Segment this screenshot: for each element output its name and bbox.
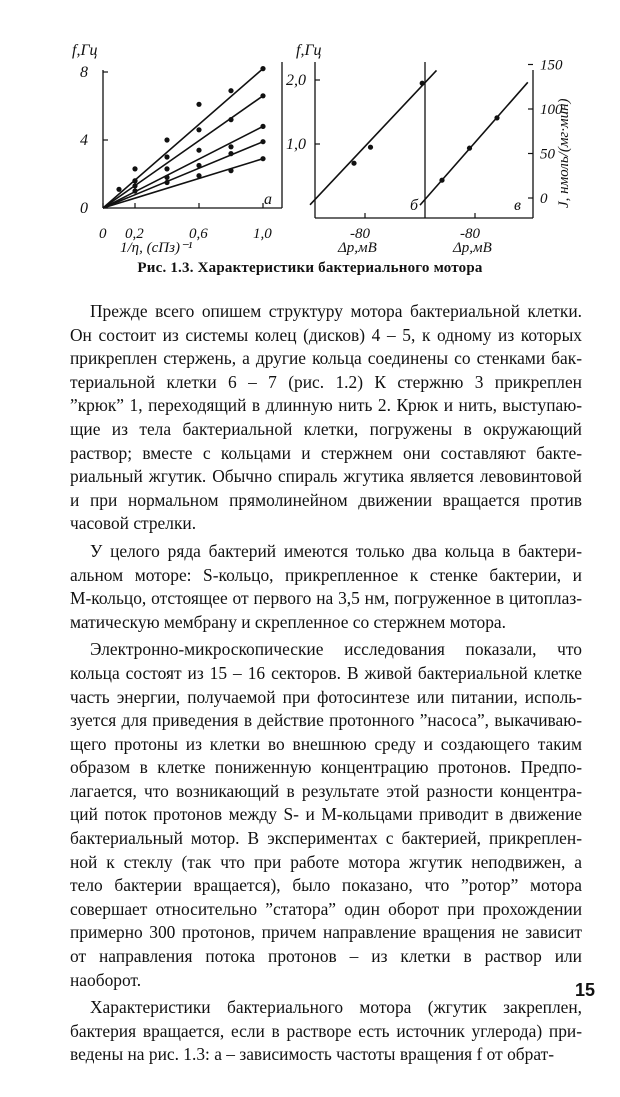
text-line: от направления потока протонов – из клетки в раствор или <box>70 946 582 967</box>
chart-panel-a <box>72 42 282 256</box>
panel-b-y-label: f,Гц <box>296 42 322 59</box>
text-line: ведены на рис. 1.3: а – зависимость частоты вращения f от обрат- <box>70 1044 554 1065</box>
text-line: матическую мембрану и скрепленное со стержнем мотора. <box>70 611 506 632</box>
text-line: альном моторе: S-кольцо, прикрепленное к стенке бактерии, и <box>70 564 582 585</box>
panel-a-point <box>164 137 169 142</box>
panel-a-point <box>228 151 233 156</box>
panel-v-letter: в <box>514 197 521 214</box>
panel-b-x-tick-label: -80 <box>350 226 370 242</box>
panel-a-x-tick-label: 0 <box>99 226 107 242</box>
panel-v-y-tick-label: 0 <box>540 191 548 207</box>
panel-a-y-tick-label: 0 <box>80 200 88 217</box>
text-line: ”крюк” 1, переходящий в длинную нить 2. Крюк и нить, выступаю- <box>70 395 582 416</box>
panel-a-point <box>260 93 265 98</box>
text-line: щие из тела бактериальной клетки, погружены в окружающий <box>70 418 582 439</box>
page-number: 15 <box>575 980 596 1000</box>
panel-a-y-tick-label: 8 <box>80 64 88 81</box>
text-line: Он состоит из системы колец (дисков) 4 – 5, к одному из которых <box>70 324 582 345</box>
panel-a-point <box>196 163 201 168</box>
panel-v-x-label: Δp,мВ <box>453 240 492 256</box>
panel-a-x-tick-label: 0,2 <box>125 226 144 242</box>
panel-v-fit-line <box>420 82 528 205</box>
text-line: Электронно-микроскопические исследования показали, что <box>90 639 582 660</box>
panel-a-ticks <box>80 64 272 242</box>
figure-caption: Рис. 1.3. Характеристики бактериального мотора <box>137 260 483 276</box>
panel-a-fit-lines <box>103 69 263 208</box>
panel-a-letter: а <box>264 191 272 208</box>
panel-a-point <box>164 154 169 159</box>
text-line: бактериальный мотор. В экспериментах с бактерией, прикреплен- <box>70 828 582 849</box>
panel-v-point <box>494 115 499 120</box>
panel-a-point <box>196 127 201 132</box>
panel-a-point <box>196 173 201 178</box>
panel-a-point <box>132 183 137 188</box>
text-line: ной к стеклу (так что при работе мотора жгутик неподвижен, а <box>70 851 582 872</box>
panel-bv-fit-lines <box>310 70 528 205</box>
panel-a-y-tick-label: 4 <box>80 132 88 149</box>
panel-a-point <box>260 124 265 129</box>
text-line: и при нормальном прямолинейном движении вращается против <box>70 489 582 510</box>
panel-a-point <box>260 156 265 161</box>
paragraph <box>70 300 582 536</box>
text-line: M-кольцо, отстоящее от первого на 3,5 нм, погруженное в цитоплаз- <box>70 588 582 609</box>
panel-b-point <box>368 145 373 150</box>
panel-a-x-label: 1/η, (сПз)⁻¹ <box>120 240 193 256</box>
text-line: примерно 300 протонов, причем направление вращения не зависит <box>70 922 582 943</box>
panel-v-x-tick-label: -80 <box>460 226 480 242</box>
panel-a-point <box>260 139 265 144</box>
text-line: лагается, что возникающий в результате этой разности концентра- <box>70 780 582 801</box>
text-line: образом в клетке пониженную концентрацию протонов. Предпо- <box>70 757 582 778</box>
panel-a-point <box>132 166 137 171</box>
paragraph <box>70 638 582 992</box>
panel-a-x-tick-label: 1,0 <box>253 226 272 242</box>
chart-panels-b-v <box>286 42 572 256</box>
text-line: риальный жгутик. Обычно спираль жгутика является левовинтовой <box>70 466 582 487</box>
body-text <box>70 300 582 1071</box>
text-line: У целого ряда бактерий имеются только два кольца в бактери- <box>90 540 582 561</box>
text-line: тело бактерии вращается), было показано, что ”ротор” мотора <box>70 875 582 896</box>
panel-v-y-tick-label: 150 <box>540 57 563 74</box>
text-line: Прежде всего опишем структуру мотора бактериальной клетки. <box>90 301 582 321</box>
panel-b-x-label: Δp,мВ <box>338 240 377 256</box>
panel-a-point <box>164 175 169 180</box>
panel-a-point <box>132 188 137 193</box>
text-line: совершает относительно ”статора” один оборот при прохождении <box>70 898 582 919</box>
text-line: часовой стрелки. <box>70 513 197 534</box>
panel-v-point <box>467 146 472 151</box>
panel-v-point <box>439 178 444 183</box>
text-line: часть энергии, получаемой при фотосинтезе или питании, исполь- <box>70 686 582 707</box>
text-line: зуется для приведения в действие протонного ”насоса”, выкачиваю- <box>70 710 582 731</box>
panel-v-y-tick-label: 100 <box>540 102 563 118</box>
text-line: бактерия вращается, если в растворе есть источник углерода) при- <box>70 1020 582 1041</box>
panel-a-y-label: f,Гц <box>72 42 98 59</box>
panel-a-point <box>260 66 265 71</box>
figure-1-3 <box>0 0 620 300</box>
text-line: териальной клетки 6 – 7 (рис. 1.2) К стержню 3 прикреплен <box>70 371 582 392</box>
text-line: кольца состоят из 15 – 16 секторов. В живой бактериальной клетке <box>70 662 582 683</box>
panel-b-fit-line <box>310 70 437 204</box>
panel-a-x-tick-label: 0,6 <box>189 226 208 242</box>
panel-a-fit-line5 <box>103 159 263 208</box>
panel-b-y-tick-label: 2,0 <box>286 72 306 89</box>
panel-a-point <box>228 117 233 122</box>
paragraph <box>70 540 582 634</box>
panel-a-point <box>196 102 201 107</box>
panel-b-letter: б <box>410 197 419 214</box>
text-line: прикреплен стержень, а другие кольца соединены со стенками бак- <box>70 348 582 369</box>
text-line: ций поток протонов между S- и M-кольцами приводит в движение <box>70 804 582 825</box>
panel-a-point <box>196 148 201 153</box>
text-line: раствор; вместе с кольцами и стержнем они составляют бакте- <box>70 442 582 463</box>
panel-v-y-label: J, нмоль/(мг·мин) <box>556 98 572 208</box>
panel-b-y-tick-label: 1,0 <box>286 136 306 153</box>
panel-a-point <box>228 144 233 149</box>
text-line: щего протоны из клетки во внешнюю среду и создающего таким <box>70 733 582 754</box>
panel-a-point <box>164 166 169 171</box>
panel-a-point <box>164 180 169 185</box>
panel-a-point <box>132 178 137 183</box>
panel-a-point <box>116 187 121 192</box>
panel-b-point <box>351 161 356 166</box>
text-line: Характеристики бактериального мотора (жгутик закреплен, <box>90 997 582 1018</box>
panel-a-point <box>228 88 233 93</box>
paragraph <box>70 996 582 1067</box>
panel-a-point <box>228 168 233 173</box>
text-line: наоборот. <box>70 969 142 990</box>
panel-b-point <box>420 81 425 86</box>
panel-v-y-tick-label: 50 <box>540 146 555 163</box>
